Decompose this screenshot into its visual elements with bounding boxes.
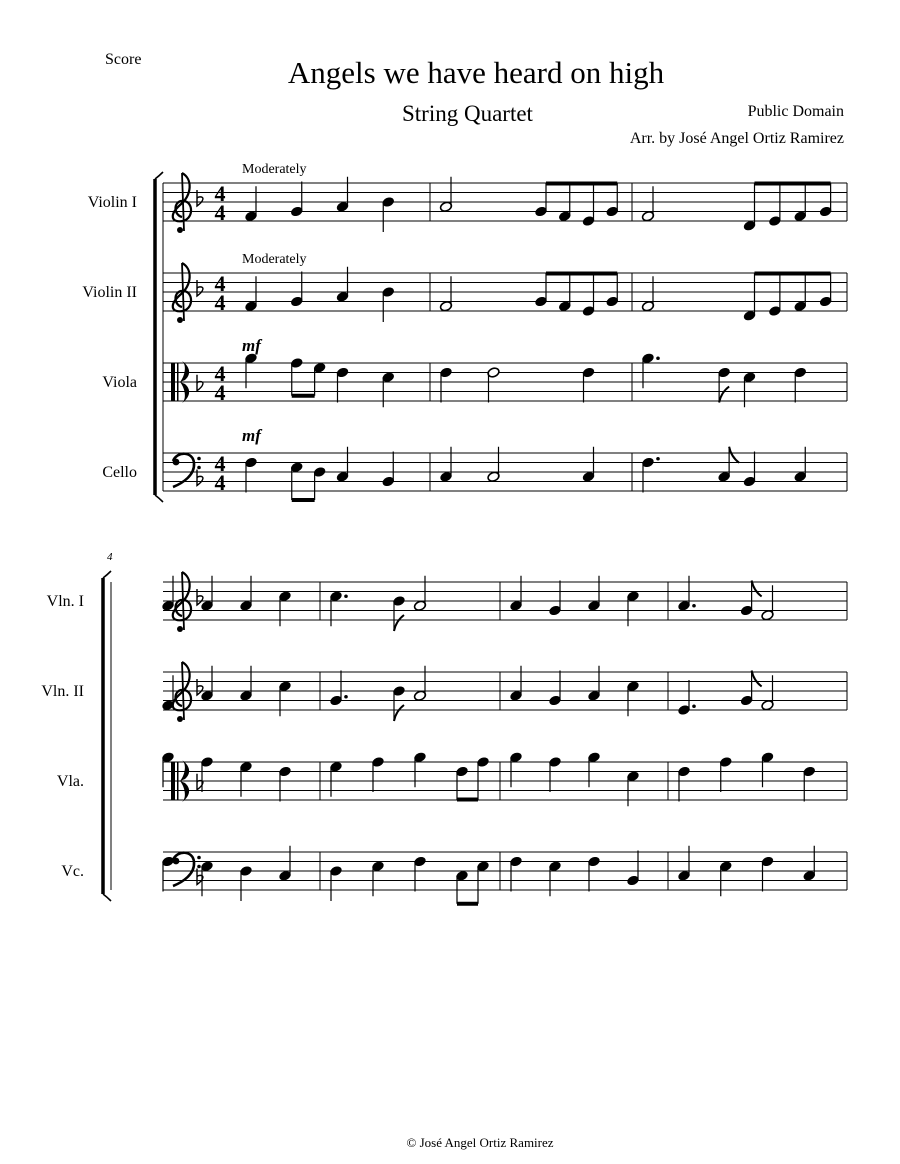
note xyxy=(743,274,756,322)
time-signature-bottom: 4 xyxy=(214,470,226,495)
note xyxy=(476,860,489,903)
note xyxy=(413,751,426,787)
note xyxy=(200,666,213,702)
dynamic-marking: mf xyxy=(242,426,261,445)
note xyxy=(336,177,349,213)
note xyxy=(641,352,659,388)
note xyxy=(794,367,807,403)
note xyxy=(336,447,349,483)
augmentation-dot xyxy=(344,594,348,598)
note xyxy=(290,182,303,218)
note xyxy=(677,846,690,882)
tempo-marking: Moderately xyxy=(242,252,307,267)
note xyxy=(278,680,291,716)
note xyxy=(641,276,654,312)
note xyxy=(587,751,600,787)
time-signature-top: 4 xyxy=(214,361,226,386)
dynamic-marking: mf xyxy=(242,336,261,355)
note xyxy=(606,274,619,308)
note xyxy=(239,865,252,901)
tempo-marking: Moderately xyxy=(242,162,307,177)
note xyxy=(548,860,561,896)
note xyxy=(819,184,832,218)
note xyxy=(743,371,756,407)
note xyxy=(244,186,257,222)
augmentation-dot xyxy=(692,704,696,708)
instrument-label: Vla. xyxy=(56,773,84,790)
note xyxy=(278,846,291,882)
note xyxy=(677,576,695,612)
time-signature-bottom: 4 xyxy=(214,380,226,405)
note xyxy=(487,447,500,483)
staff-alto xyxy=(102,336,847,407)
note xyxy=(743,184,756,232)
note xyxy=(677,766,690,802)
note xyxy=(278,766,291,802)
staff-bass xyxy=(61,846,847,904)
note xyxy=(161,576,174,612)
note-flag xyxy=(719,387,729,403)
note xyxy=(534,274,547,308)
score-label: Score xyxy=(105,51,142,68)
note xyxy=(313,466,326,500)
staff-treble xyxy=(47,572,847,632)
staff-bass xyxy=(102,426,847,500)
note-flag xyxy=(752,581,762,597)
note xyxy=(487,367,500,403)
time-signature-top: 4 xyxy=(214,271,226,296)
note xyxy=(439,367,452,403)
note xyxy=(582,367,595,403)
note xyxy=(819,274,832,308)
note xyxy=(548,671,561,707)
note xyxy=(161,856,174,892)
note xyxy=(761,856,774,892)
note xyxy=(534,184,547,218)
note xyxy=(719,756,732,792)
augmentation-dot xyxy=(344,695,348,699)
note xyxy=(244,276,257,312)
note xyxy=(439,276,452,312)
note xyxy=(626,680,639,716)
staff-treble xyxy=(88,162,847,233)
instrument-label: Vln. II xyxy=(41,683,84,700)
note xyxy=(794,184,807,223)
note xyxy=(382,196,395,232)
note xyxy=(239,666,252,702)
note xyxy=(392,685,405,721)
note xyxy=(794,447,807,483)
note xyxy=(768,274,781,317)
note xyxy=(717,447,739,483)
note xyxy=(455,870,468,904)
note xyxy=(244,352,257,388)
note xyxy=(761,585,774,621)
note xyxy=(587,666,600,702)
note xyxy=(329,590,347,626)
note xyxy=(719,860,732,896)
system-2 xyxy=(41,551,847,904)
note xyxy=(161,675,174,711)
note xyxy=(239,761,252,797)
note xyxy=(641,186,654,222)
note xyxy=(200,576,213,612)
note xyxy=(413,666,426,702)
note-flag xyxy=(729,447,739,463)
staff-treble xyxy=(82,252,847,323)
note xyxy=(329,865,342,901)
piece-title: Angels we have heard on high xyxy=(287,55,665,90)
instrument-label: Viola xyxy=(102,374,137,391)
note xyxy=(413,856,426,892)
note xyxy=(200,860,213,896)
time-signature-top: 4 xyxy=(214,451,226,476)
note xyxy=(587,856,600,892)
note xyxy=(313,362,326,396)
note xyxy=(761,751,774,787)
note xyxy=(439,177,452,213)
note xyxy=(582,274,595,317)
note xyxy=(509,751,522,787)
note xyxy=(558,274,571,313)
time-signature-bottom: 4 xyxy=(214,290,226,315)
note xyxy=(200,756,213,792)
augmentation-dot xyxy=(692,604,696,608)
note xyxy=(626,851,639,887)
note xyxy=(548,756,561,792)
note-flag xyxy=(394,615,404,631)
note xyxy=(803,766,816,802)
augmentation-dot xyxy=(656,356,660,360)
time-signature-top: 4 xyxy=(214,181,226,206)
note xyxy=(509,576,522,612)
note xyxy=(743,452,756,488)
note-flag xyxy=(752,671,762,687)
note xyxy=(382,286,395,322)
instrument-label: Violin I xyxy=(87,194,137,211)
note xyxy=(329,761,342,797)
note xyxy=(587,576,600,612)
note xyxy=(382,452,395,488)
arranger-credit: Arr. by José Angel Ortiz Ramirez xyxy=(629,130,844,147)
measure-number: 4 xyxy=(107,551,113,563)
footer-copyright: © José Angel Ortiz Ramirez xyxy=(406,1135,554,1150)
note xyxy=(290,461,303,500)
staff-alto xyxy=(57,751,847,806)
time-signature-bottom: 4 xyxy=(214,200,226,225)
note xyxy=(582,447,595,483)
note xyxy=(371,860,384,896)
note xyxy=(290,272,303,308)
augmentation-dot xyxy=(656,457,660,461)
note xyxy=(794,274,807,313)
note xyxy=(455,766,468,800)
instrument-label: Vc. xyxy=(61,863,84,880)
note xyxy=(717,367,730,403)
instrument-label: Violin II xyxy=(82,284,137,301)
instrument-label: Vln. I xyxy=(46,593,84,610)
note xyxy=(626,770,639,806)
note xyxy=(626,590,639,626)
note xyxy=(582,184,595,227)
note xyxy=(558,184,571,223)
staff-treble xyxy=(41,662,847,722)
note xyxy=(803,846,816,882)
note xyxy=(439,447,452,483)
note xyxy=(413,576,426,612)
instrument-label: Cello xyxy=(102,464,137,481)
piece-subtitle: String Quartet xyxy=(402,101,533,126)
note xyxy=(290,357,303,396)
note xyxy=(768,184,781,227)
note xyxy=(509,856,522,892)
note xyxy=(761,675,774,711)
note xyxy=(548,581,561,617)
note xyxy=(371,756,384,792)
note xyxy=(278,590,291,626)
copyright-note: Public Domain xyxy=(747,103,844,120)
note xyxy=(239,576,252,612)
note xyxy=(509,666,522,702)
note xyxy=(392,595,405,631)
flat-sign-icon xyxy=(197,375,203,391)
system-1 xyxy=(82,162,847,502)
note xyxy=(336,267,349,303)
note-flag xyxy=(394,705,404,721)
note xyxy=(476,756,489,799)
note xyxy=(336,367,349,403)
note xyxy=(382,371,395,407)
note xyxy=(606,184,619,218)
note xyxy=(244,457,257,493)
